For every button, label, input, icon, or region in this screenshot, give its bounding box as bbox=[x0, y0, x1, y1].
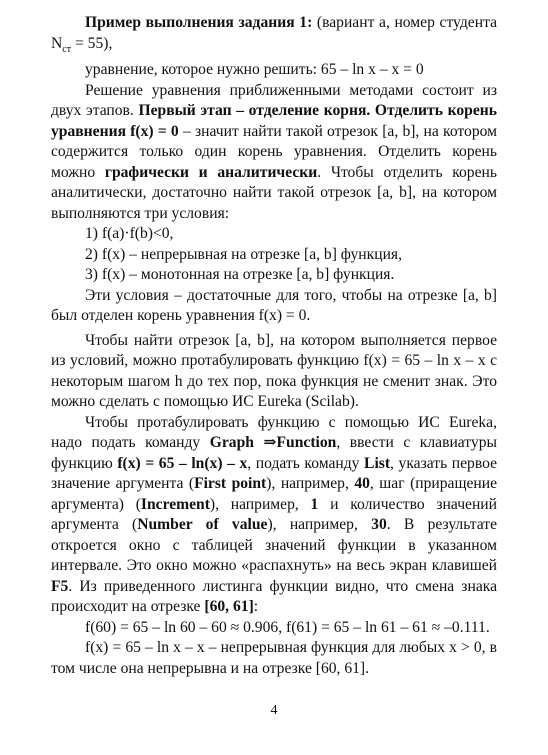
paragraph-eureka-instructions bbox=[51, 413, 497, 618]
number-of-value-value: 30 bbox=[371, 516, 387, 534]
paragraph-text: , подать команду bbox=[247, 454, 365, 472]
paragraph-text: . Из приведенного листинга функции видно, что смена знака происходит на отрезке bbox=[51, 577, 497, 616]
example-variant-tail: = 55), bbox=[71, 34, 113, 52]
paragraph-text: , указать первое значение аргумента ( bbox=[51, 454, 497, 493]
condition-3: 3) f(x) – монотонная на отрезке [a, b] функция. bbox=[85, 266, 395, 284]
paragraph-text: , шаг (приращение аргумента) ( bbox=[51, 475, 498, 513]
paragraph-text: ), например, bbox=[267, 516, 372, 534]
increment-value: 1 bbox=[310, 495, 319, 513]
function-values: f(60) = 65 – ln 60 – 60 ≈ 0.906, f(61) = 65 – ln 61 – 61 ≈ –0.111. bbox=[85, 618, 490, 636]
number-of-value-label: Number of value bbox=[137, 516, 268, 534]
paragraph-sufficient-conditions: Эти условия – достаточные для того, чтобы на отрезке [a, b] был отделен корень уравнения f(x) = 0. bbox=[51, 286, 497, 325]
increment-label: Increment bbox=[140, 495, 210, 513]
command-graph-function: Graph ⇒Function bbox=[209, 434, 337, 452]
sign-change-interval: [60, 61] bbox=[204, 598, 254, 616]
paragraph-text: , ввести с клавиатуры функцию bbox=[51, 434, 497, 472]
first-point-value: 40 bbox=[354, 475, 370, 493]
example-heading bbox=[51, 13, 497, 60]
equation-line: уравнение, которое нужно решить: 65 – ln x – x = 0 bbox=[85, 61, 424, 79]
paragraph-text: – значит найти такой отрезок [a, b], на котором содержится только один корень уравнения. Отделить корень можно bbox=[51, 122, 497, 181]
paragraph-text: . В результате откроется окно с таблицей значений функции в указанном интервале. Это окно можно «распахнуть» на весь экран клавишей bbox=[51, 516, 497, 575]
student-number-subscript: ст bbox=[62, 43, 72, 55]
paragraph-text: Решение уравнения приближенными методами состоит из двух этапов. bbox=[51, 81, 497, 120]
function-formula: f(x) = 65 – ln(x) – x bbox=[117, 454, 248, 472]
paragraph-continuity: f(x) = 65 – ln x – x – непрерывная функция для любых x > 0, в том числе она непрерывна и на отрезке [60, 61]. bbox=[51, 639, 497, 677]
paragraph-text: : bbox=[253, 598, 259, 616]
method-emphasis: графически и аналитически bbox=[104, 163, 318, 181]
paragraph-text: . Чтобы отделить корень аналитически, достаточно найти такой отрезок [a, b], на котором выполняются три условия: bbox=[51, 163, 497, 222]
paragraph-tabulation: Чтобы найти отрезок [a, b], на котором выполняется первое из условий, можно протабулировать функцию f(x) = 65 – ln x – x с некоторым шагом h до тех пор, пока функция не сменит знак. Это можно сделать с помощью ИС Eureka (Scilab). bbox=[51, 331, 497, 411]
condition-1: 1) f(a)·f(b)<0, bbox=[85, 225, 174, 243]
paragraph-text: ), например, bbox=[209, 495, 311, 513]
first-point-label: First point bbox=[194, 475, 267, 493]
key-f5: F5 bbox=[51, 577, 69, 595]
command-list: List bbox=[364, 454, 391, 472]
example-title: Пример выполнения задания 1: bbox=[85, 14, 313, 31]
condition-2: 2) f(x) – непрерывная на отрезке [a, b] функция, bbox=[85, 245, 402, 263]
first-stage-emphasis: Первый этап – отделение корня. Отделить корень уравнения f(x) = 0 bbox=[51, 102, 497, 140]
paragraph-text: ), например, bbox=[266, 475, 355, 493]
example-variant: (вариант а, номер студента N bbox=[51, 14, 497, 52]
paragraph-text: Чтобы протабулировать функцию с помощью ИС Eureka, надо подать команду bbox=[51, 413, 497, 452]
page-number: 4 bbox=[270, 703, 278, 718]
paragraph-text: и количество значений аргумента ( bbox=[51, 495, 497, 534]
document-body bbox=[51, 13, 497, 679]
paragraph-separation bbox=[51, 81, 497, 225]
